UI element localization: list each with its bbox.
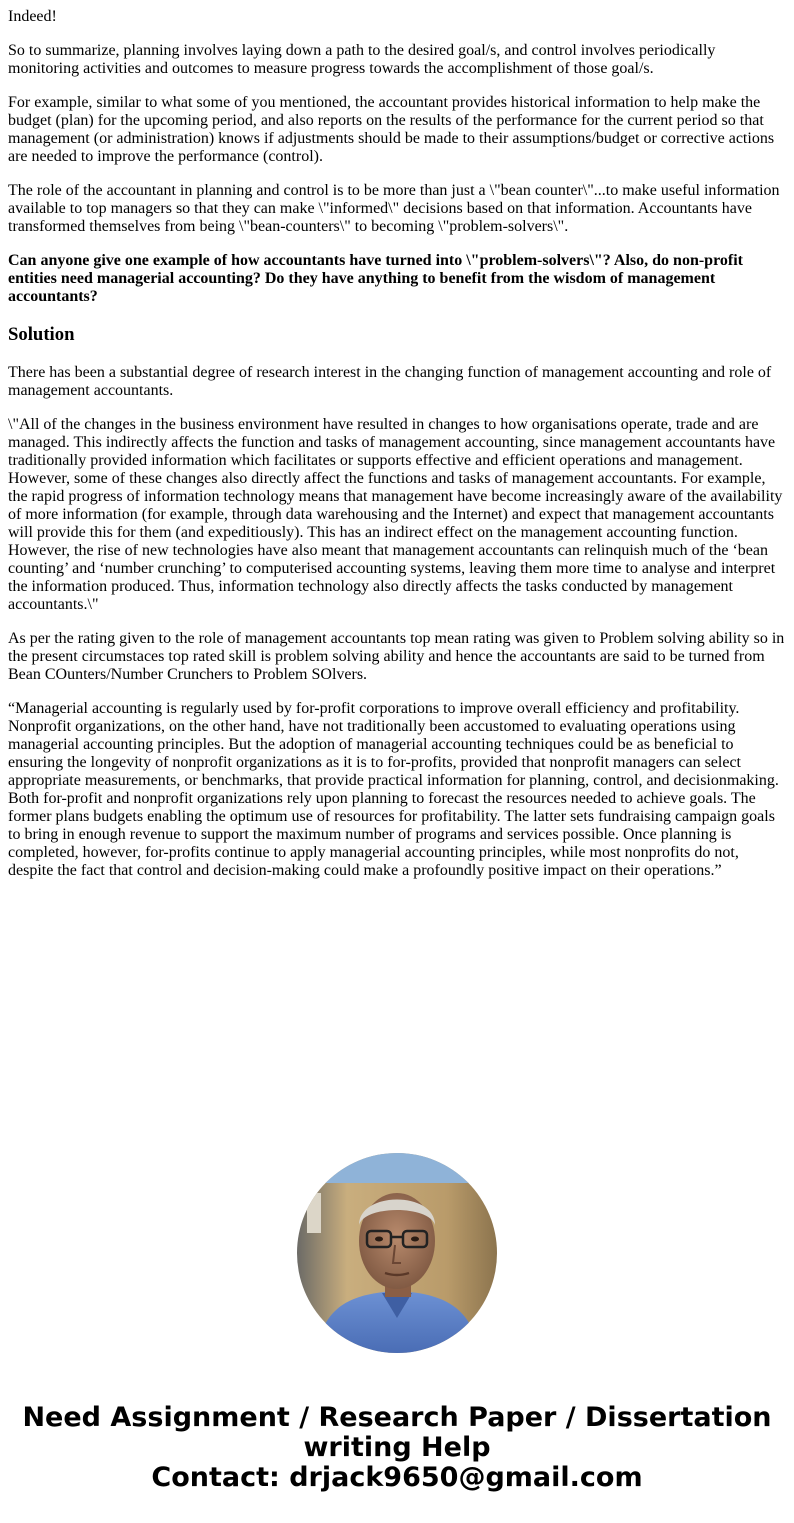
solution-paragraph-1: There has been a substantial degree of research interest in the changing function of management accounting and role of management accountants.: [8, 364, 772, 399]
question-prompt: Can anyone give one example of how accountants have turned into \"problem-solvers\"? Also, do non-profit entities need managerial accounting? Do they have anything to benefit from the wisdom of management accountants?: [8, 252, 743, 305]
question-paragraph-3: For example, similar to what some of you mentioned, the accountant provides historical information to help make the budget (plan) for the upcoming period, and also reports on the results of the performance for the current period so that management (or administration) knows if adjustments should be made to their assumptions/budget or corrective actions are needed to improve the performance (control).: [8, 94, 775, 165]
solution-paragraph-4: “Managerial accounting is regularly used by for-profit corporations to improve overall efficiency and profitability. Nonprofit organizations, on the other hand, have not traditionally been accustomed to evaluating operations using managerial accounting principles. But the adoption of managerial accounting techniques could be as beneficial to ensuring the longevity of nonprofit organizations as it is to for-profits, provided that nonprofit managers can select appropriate measurements, or benchmarks, that provide practical information for planning, control, and decisionmaking. Both for-profit and nonprofit organizations rely upon planning to forecast the resources needed to achieve goals. The former plans budgets enabling the optimum use of resources for profitability. The latter sets fundraising campaign goals to bring in enough revenue to support the maximum number of programs and services possible. Once planning is completed, however, for-profits continue to apply managerial accounting principles, while most nonprofits do not, despite the fact that control and decision-making could make a profoundly positive impact on their operations.”: [8, 700, 779, 879]
promo-line-2: writing Help: [303, 1432, 491, 1463]
question-paragraph-1: Indeed!: [8, 8, 57, 25]
author-avatar: [297, 1153, 497, 1353]
author-portrait-image: [297, 1153, 497, 1353]
promo-banner: [0, 1403, 794, 1493]
solution-paragraph-3: As per the rating given to the role of management accountants top mean rating was given to Problem solving ability so in the present circumstaces top rated skill is problem solving ability and hence the accountants are said to be turned from Bean COunters/Number Crunchers to Problem SOlvers.: [8, 630, 785, 683]
solution-heading: Solution: [8, 324, 75, 345]
question-paragraph-2: So to summarize, planning involves laying down a path to the desired goal/s, and control involves periodically monitoring activities and outcomes to measure progress towards the accomplishment of those goal/s.: [8, 42, 716, 77]
promo-line-1: Need Assignment / Research Paper / Dissertation: [22, 1402, 772, 1433]
question-paragraph-4: The role of the accountant in planning and control is to be more than just a \"bean counter\"...to make useful information available to top managers so that they can make \"informed\" decisions based on that information. Accountants have transformed themselves from being \"bean-counters\" to becoming \"problem-solvers\".: [8, 182, 780, 235]
promo-contact: Contact: drjack9650@gmail.com: [151, 1462, 643, 1493]
solution-paragraph-2: \"All of the changes in the business environment have resulted in changes to how organisations operate, trade and are managed. This indirectly affects the function and tasks of management accounting, since management accountants have traditionally provided information which facilitates or supports effective and efficient operations and management. However, some of these changes also directly affect the functions and tasks of management accountants. For example, the rapid progress of information technology means that management have become increasingly aware of the availability of more information (for example, through data warehousing and the Internet) and expect that management accountants will provide this for them (and expeditiously). This has an indirect effect on the management accounting function. However, the rise of new technologies have also meant that management accountants can relinquish much of the ‘bean counting’ and ‘number crunching’ to computerised accounting systems, leaving them more time to analyse and interpret the information produced. Thus, information technology also directly affects the tasks conducted by management accountants.\": [8, 416, 783, 613]
